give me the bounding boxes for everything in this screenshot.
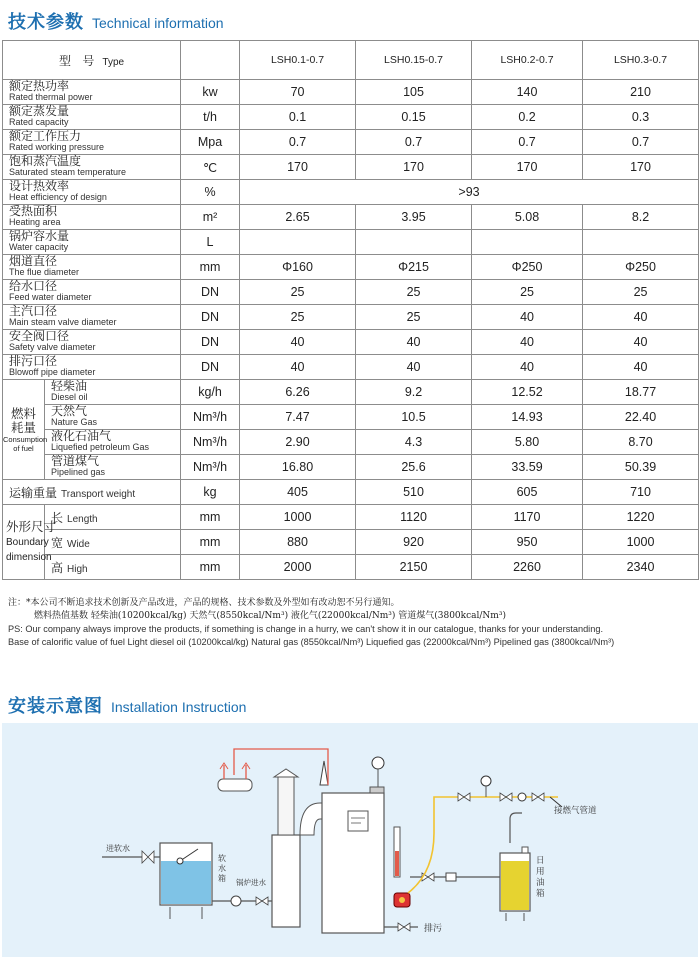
model-header <box>3 41 181 80</box>
value-cell: 1170 <box>472 505 583 530</box>
value-cell: 40 <box>583 305 699 330</box>
tank-water <box>161 861 211 904</box>
value-cell: 105 <box>356 80 472 105</box>
value-cell: 25.6 <box>356 455 472 480</box>
dimension-group-cn: 外形尺寸 <box>6 519 57 534</box>
value-cell <box>583 230 699 255</box>
note-calorific-cn: 燃料热值基数 轻柴油(10200kcal/kg) 天然气(8550kcal/Nm³) 液化气(22000kcal/Nm³) 管道煤气(3800kcal/Nm³) <box>34 611 506 621</box>
gas-gauge-icon <box>481 776 491 786</box>
value-cell: 510 <box>356 480 472 505</box>
value-cell: 5.80 <box>472 430 583 455</box>
model-name: LSH0.3-0.7 <box>583 41 699 80</box>
unit-cell: DN <box>181 330 240 355</box>
float-ball-icon <box>177 858 183 864</box>
table-row <box>3 280 699 305</box>
param-label-cn: 主汽口径 <box>9 304 58 318</box>
value-cell: 2000 <box>240 555 356 580</box>
value-cell: 10.5 <box>356 405 472 430</box>
table-row <box>3 380 699 405</box>
pressure-gauge-icon <box>372 757 384 769</box>
param-label-en: Safety valve diameter <box>9 342 96 352</box>
value-cell: 5.08 <box>472 205 583 230</box>
param-label-cn: 管道煤气 <box>51 454 100 468</box>
value-cell: 33.59 <box>472 455 583 480</box>
param-label-en: Length <box>67 513 98 525</box>
header-row <box>3 41 699 80</box>
param-label <box>3 280 181 305</box>
chimney <box>278 777 294 835</box>
install-section-title <box>8 692 246 718</box>
param-label <box>3 155 181 180</box>
unit-cell: Mpa <box>181 130 240 155</box>
param-label-en: Heating area <box>9 217 61 227</box>
param-label-cn: 设计热效率 <box>9 179 70 193</box>
param-label <box>3 230 181 255</box>
unit-cell: Nm³/h <box>181 455 240 480</box>
model-name: LSH0.15-0.7 <box>356 41 472 80</box>
soft-tank-label: 软水箱 <box>218 854 226 883</box>
value-cell: 2.90 <box>240 430 356 455</box>
value-cell: 40 <box>583 355 699 380</box>
param-label <box>45 530 181 555</box>
param-label <box>3 255 181 280</box>
value-cell: 710 <box>583 480 699 505</box>
model-name: LSH0.1-0.7 <box>240 41 356 80</box>
value-cell <box>356 230 472 255</box>
dimension-group-label <box>3 505 57 580</box>
chimney-cap-icon <box>274 769 298 777</box>
value-cell: 950 <box>472 530 583 555</box>
value-cell: 50.39 <box>583 455 699 480</box>
pump-icon <box>231 896 241 906</box>
param-label <box>3 330 181 355</box>
value-cell: 9.2 <box>356 380 472 405</box>
param-label <box>45 430 181 455</box>
param-label <box>3 130 181 155</box>
param-label-cn: 天然气 <box>51 404 88 418</box>
value-cell: 170 <box>583 155 699 180</box>
spec-section-title <box>8 8 224 34</box>
spec-title-cn: 技术参数 <box>8 12 84 33</box>
value-cell: 12.52 <box>472 380 583 405</box>
oil-tank-vent <box>510 813 522 843</box>
installation-diagram <box>2 723 698 957</box>
value-cell: 170 <box>240 155 356 180</box>
oil-level <box>501 861 529 910</box>
param-label-en: Feed water diameter <box>9 292 92 302</box>
unit-cell: mm <box>181 530 240 555</box>
param-label-en: Wide <box>67 538 90 550</box>
unit-header <box>181 41 240 80</box>
value-cell: 1000 <box>240 505 356 530</box>
param-label-cn: 液化石油气 <box>51 429 112 443</box>
value-cell: 605 <box>472 480 583 505</box>
value-cell: 0.1 <box>240 105 356 130</box>
unit-cell: DN <box>181 305 240 330</box>
param-label-en: Rated working pressure <box>9 142 105 152</box>
param-label-cn: 长 <box>51 510 64 525</box>
unit-cell: DN <box>181 280 240 305</box>
table-row <box>3 505 699 530</box>
param-label-cn: 锅炉容水量 <box>9 229 70 243</box>
unit-cell: % <box>181 180 240 205</box>
value-cell: 40 <box>472 330 583 355</box>
value-cell: 920 <box>356 530 472 555</box>
param-label-en: Nature Gas <box>51 417 98 427</box>
value-cell: 170 <box>356 155 472 180</box>
value-cell: 3.95 <box>356 205 472 230</box>
value-cell: 40 <box>472 355 583 380</box>
value-cell: 880 <box>240 530 356 555</box>
value-cell: 40 <box>356 330 472 355</box>
model-name: LSH0.2-0.7 <box>472 41 583 80</box>
param-label-cn: 轻柴油 <box>51 379 88 393</box>
steam-header <box>218 779 252 791</box>
gas-valve-2-icon <box>500 793 512 801</box>
value-cell: 70 <box>240 80 356 105</box>
safety-valve-icon <box>320 761 328 785</box>
table-row <box>3 405 699 430</box>
value-cell: 14.93 <box>472 405 583 430</box>
value-cell: 6.26 <box>240 380 356 405</box>
param-label-en: Blowoff pipe diameter <box>9 367 96 377</box>
value-cell: 40 <box>240 330 356 355</box>
value-cell: 8.70 <box>583 430 699 455</box>
unit-cell: L <box>181 230 240 255</box>
value-cell: 25 <box>472 280 583 305</box>
value-cell: 2.65 <box>240 205 356 230</box>
note-disclaimer-cn: 注：*本公司不断追求技术创新及产品改进，产品的规格、技术参数及外型如有改动恕不另行通知。 <box>8 598 400 608</box>
value-cell: Φ160 <box>240 255 356 280</box>
param-label <box>3 355 181 380</box>
value-cell: 210 <box>583 80 699 105</box>
unit-cell: kw <box>181 80 240 105</box>
install-title-cn: 安装示意图 <box>8 696 103 717</box>
unit-cell: ℃ <box>181 155 240 180</box>
param-label-cn: 饱和蒸汽温度 <box>9 154 82 168</box>
note-calorific-en: Base of calorific value of fuel Light diesel oil (10200kcal/kg) Natural gas (8550kcal/Nm³) Liquefied gas (22000kcal/Nm³) Pipelined gas (3800kcal/Nm³) <box>8 637 615 647</box>
inlet-label: 进软水 <box>106 844 130 853</box>
model-header-en: Type <box>102 56 125 68</box>
param-label-en: Liquefied petroleum Gas <box>51 442 150 452</box>
value-cell: 2150 <box>356 555 472 580</box>
unit-cell: kg/h <box>181 380 240 405</box>
table-row <box>3 130 699 155</box>
param-label <box>3 305 181 330</box>
value-cell: 25 <box>356 280 472 305</box>
table-row <box>3 555 699 580</box>
param-label-en: High <box>67 563 88 575</box>
param-label <box>3 80 181 105</box>
value-cell: 4.3 <box>356 430 472 455</box>
value-cell: 0.7 <box>583 130 699 155</box>
value-cell: 25 <box>583 280 699 305</box>
value-cell: 170 <box>472 155 583 180</box>
table-row <box>3 330 699 355</box>
table-row <box>3 305 699 330</box>
param-label-cn: 排污口径 <box>9 354 58 368</box>
value-cell: 40 <box>356 355 472 380</box>
blowdown-valve-icon <box>398 923 410 931</box>
table-row <box>3 530 699 555</box>
param-label-en: Saturated steam temperature <box>9 167 127 177</box>
value-cell: 40 <box>583 330 699 355</box>
value-cell: >93 <box>240 180 699 205</box>
note-disclaimer-en: PS: Our company always improve the products, if something is change in a hurry, we can't show it in our catalogue, thanks for your understanding. <box>8 624 603 634</box>
param-label <box>45 380 181 405</box>
value-cell: 0.2 <box>472 105 583 130</box>
param-label-cn: 受热面积 <box>9 204 58 218</box>
value-cell: 25 <box>356 305 472 330</box>
value-cell: 40 <box>240 355 356 380</box>
table-row <box>3 430 699 455</box>
param-label-cn: 额定工作压力 <box>9 129 82 143</box>
value-cell: 2260 <box>472 555 583 580</box>
table-row <box>3 180 699 205</box>
value-cell: 0.15 <box>356 105 472 130</box>
inlet-valve-icon <box>142 851 154 863</box>
unit-cell: kg <box>181 480 240 505</box>
gas-valve-1-icon <box>458 793 470 801</box>
fuel-group-label <box>3 380 48 480</box>
value-cell: 25 <box>240 305 356 330</box>
flue-connector <box>300 803 324 835</box>
model-header-cn: 型 号 <box>58 53 95 68</box>
value-cell: 0.7 <box>472 130 583 155</box>
value-cell: 8.2 <box>583 205 699 230</box>
unit-cell: mm <box>181 505 240 530</box>
control-panel <box>348 811 368 831</box>
table-row <box>3 255 699 280</box>
param-label-cn: 额定蒸发量 <box>9 104 70 118</box>
table-row <box>3 230 699 255</box>
installation-svg <box>2 723 698 957</box>
param-label-en: Rated capacity <box>9 117 69 127</box>
value-cell: 0.7 <box>356 130 472 155</box>
unit-cell: mm <box>181 255 240 280</box>
gas-label: 接燃气管道 <box>554 806 597 816</box>
param-label-en: Water capacity <box>9 242 69 252</box>
param-label-en: Diesel oil <box>51 392 88 402</box>
flue-unit <box>272 835 300 927</box>
value-cell: 25 <box>240 280 356 305</box>
value-cell: 405 <box>240 480 356 505</box>
param-label <box>45 505 181 530</box>
blowdown-label: 排污 <box>424 924 443 934</box>
param-label <box>3 205 181 230</box>
table-row <box>3 80 699 105</box>
param-label-cn: 烟道直径 <box>9 254 58 268</box>
value-cell: 0.7 <box>240 130 356 155</box>
param-label <box>45 455 181 480</box>
fuel-group-en: Consumption of fuel <box>3 434 48 453</box>
value-cell: Φ250 <box>472 255 583 280</box>
param-label-cn: 宽 <box>51 535 64 550</box>
param-label-en: The flue diameter <box>9 267 80 277</box>
value-cell: 1000 <box>583 530 699 555</box>
param-label <box>3 105 181 130</box>
unit-cell: Nm³/h <box>181 430 240 455</box>
value-cell: Φ250 <box>583 255 699 280</box>
dimension-group-en: Boundary dimension <box>6 537 52 563</box>
param-label-cn: 安全阀口径 <box>9 329 70 343</box>
table-row <box>3 205 699 230</box>
oil-tank-label: 日用油箱 <box>536 856 545 899</box>
spec-table <box>2 40 699 580</box>
param-label-en: Heat efficiency of design <box>9 192 107 202</box>
unit-cell: DN <box>181 355 240 380</box>
value-cell <box>240 230 356 255</box>
unit-cell: mm <box>181 555 240 580</box>
value-cell: 22.40 <box>583 405 699 430</box>
param-label <box>3 480 181 505</box>
param-label-cn: 给水口径 <box>9 279 58 293</box>
fuel-group-cn: 燃料耗量 <box>10 405 36 435</box>
unit-cell: m² <box>181 205 240 230</box>
value-cell: 18.77 <box>583 380 699 405</box>
value-cell: 2340 <box>583 555 699 580</box>
install-title-en: Installation Instruction <box>111 699 247 715</box>
value-cell: 7.47 <box>240 405 356 430</box>
value-cell: Φ215 <box>356 255 472 280</box>
param-label <box>45 555 181 580</box>
unit-cell: Nm³/h <box>181 405 240 430</box>
table-row <box>3 355 699 380</box>
oil-filter-icon <box>446 873 456 881</box>
value-cell: 40 <box>472 305 583 330</box>
gas-valve-3-icon <box>532 793 544 801</box>
param-label-cn: 额定热功率 <box>9 79 70 93</box>
param-label <box>3 180 181 205</box>
param-label-en: Main steam valve diameter <box>9 317 117 327</box>
unit-cell: t/h <box>181 105 240 130</box>
notes <box>8 597 698 649</box>
param-label-en: Transport weight <box>61 488 136 500</box>
value-cell: 1220 <box>583 505 699 530</box>
spec-title-en: Technical information <box>92 15 224 31</box>
param-label-cn: 高 <box>51 560 64 575</box>
value-cell: 0.3 <box>583 105 699 130</box>
value-cell <box>472 230 583 255</box>
table-row <box>3 480 699 505</box>
table-row <box>3 105 699 130</box>
value-cell: 1120 <box>356 505 472 530</box>
table-row <box>3 455 699 480</box>
table-row <box>3 155 699 180</box>
feed-label: 锅炉进水 <box>236 878 266 887</box>
param-label-cn: 运输重量 <box>9 485 58 500</box>
feed-valve-icon <box>256 897 268 905</box>
param-label <box>45 405 181 430</box>
value-cell: 140 <box>472 80 583 105</box>
param-label-en: Rated thermal power <box>9 92 93 102</box>
gas-meter-icon <box>518 793 526 801</box>
param-label-en: Pipelined gas <box>51 467 106 477</box>
value-cell: 16.80 <box>240 455 356 480</box>
